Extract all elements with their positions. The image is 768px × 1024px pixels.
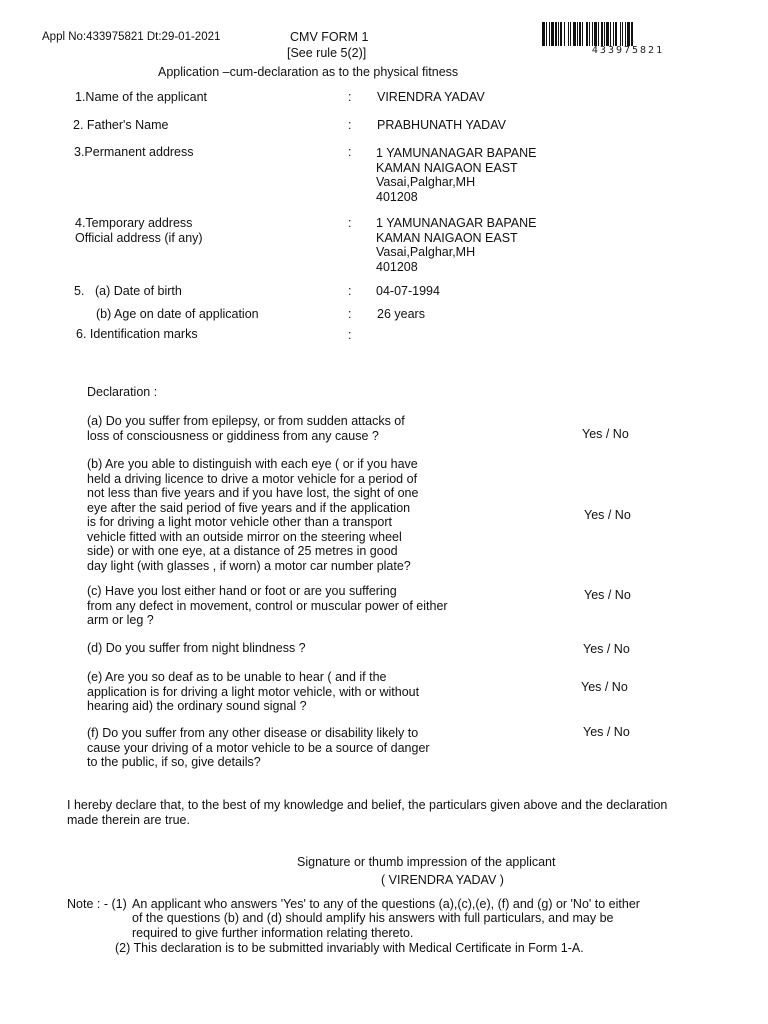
barcode-bar — [577, 22, 578, 46]
question-f — [87, 726, 430, 770]
barcode-bar — [555, 22, 557, 46]
barcode — [542, 22, 712, 46]
form-rule: [See rule 5(2)] — [287, 46, 367, 60]
note-1-line: An applicant who answers 'Yes' to any of the questions (a),(c),(e), (f) and (g) or 'No' to either — [132, 897, 640, 911]
barcode-bar — [601, 22, 603, 46]
barcode-bar — [627, 22, 630, 46]
question-a — [87, 414, 405, 443]
colon: : — [348, 118, 352, 132]
note-1-line: required to give further information relating thereto. — [132, 926, 414, 940]
form-subtitle: Application –cum-declaration as to the physical fitness — [158, 65, 459, 79]
colon: : — [348, 284, 352, 298]
question-line: (f) Do you suffer from any other disease or disability likely to — [87, 726, 419, 740]
address-line: KAMAN NAIGAON EAST — [376, 160, 518, 175]
barcode-bar — [560, 22, 562, 46]
father-label: 2. Father's Name — [73, 118, 169, 132]
colon: : — [348, 90, 352, 104]
barcode-bar — [604, 22, 605, 46]
barcode-bar — [615, 22, 617, 46]
name-label: 1.Name of the applicant — [75, 90, 208, 104]
permanent-address-label: 3.Permanent address — [74, 145, 194, 159]
question-e — [87, 670, 419, 714]
temporary-address-label — [75, 216, 203, 245]
colon: : — [348, 328, 352, 342]
application-number: Appl No:433975821 Dt:29-01-2021 — [42, 31, 221, 43]
statement-line: I hereby declare that, to the best of my knowledge and belief, the particulars given above and the declaration — [67, 798, 668, 812]
barcode-bar — [568, 22, 569, 46]
question-line: to the public, if so, give details? — [87, 755, 261, 769]
question-line: not less than five years and if you have lost, the sight of one — [87, 486, 419, 500]
question-line: cause your driving of a motor vehicle to be a source of danger — [87, 740, 430, 755]
barcode-bar — [610, 22, 611, 46]
question-line: vehicle fitted with an outside mirror on the steering wheel — [87, 529, 402, 544]
colon: : — [348, 307, 352, 321]
address-line: 1 YAMUNANAGAR BAPANE — [376, 146, 537, 160]
barcode-bar — [625, 22, 626, 46]
question-line: (d) Do you suffer from night blindness ? — [87, 641, 306, 655]
form-title: CMV FORM 1 — [290, 30, 369, 44]
address-line: 401208 — [376, 259, 418, 274]
barcode-bar — [551, 22, 554, 46]
address-line: 401208 — [376, 189, 418, 204]
age-value: 26 years — [377, 307, 425, 321]
barcode-bar — [620, 22, 621, 46]
temporary-address-value — [376, 216, 536, 274]
barcode-bar — [546, 22, 547, 46]
barcode-bar — [573, 22, 576, 46]
question-line: (a) Do you suffer from epilepsy, or from sudden attacks of — [87, 414, 405, 428]
question-line: loss of consciousness or giddiness from any cause ? — [87, 428, 379, 443]
barcode-bar — [631, 22, 633, 46]
statement-line: made therein are true. — [67, 812, 190, 827]
dob-value: 04-07-1994 — [376, 284, 440, 298]
question-line: application is for driving a light motor vehicle, with or without — [87, 684, 420, 699]
dob-label: (a) Date of birth — [95, 284, 182, 298]
barcode-bar — [558, 22, 559, 46]
official-address-label-line: Official address (if any) — [75, 230, 203, 245]
question-line: (e) Are you so deaf as to be unable to hear ( and if the — [87, 670, 387, 684]
identification-marks-label: 6. Identification marks — [76, 327, 198, 341]
question-line: (b) Are you able to distinguish with each eye ( or if you have — [87, 457, 418, 471]
address-line: Vasai,Palghar,MH — [376, 175, 476, 189]
question-line: side) or with one eye, at a distance of 25 metres in good — [87, 544, 398, 558]
name-value: VIRENDRA YADAV — [377, 90, 485, 104]
question-c — [87, 584, 448, 628]
barcode-bar — [586, 22, 588, 46]
signature-label: Signature or thumb impression of the applicant — [297, 855, 556, 869]
yes-no-option: Yes / No — [583, 725, 630, 739]
barcode-bar — [622, 22, 623, 46]
signature-name: ( VIRENDRA YADAV ) — [381, 873, 504, 887]
barcode-bar — [589, 22, 590, 46]
question-line: from any defect in movement, control or muscular power of either — [87, 598, 448, 613]
address-line: 1 YAMUNANAGAR BAPANE — [376, 216, 537, 230]
barcode-bar — [594, 22, 597, 46]
barcode-bar — [570, 22, 571, 46]
barcode-bar — [582, 22, 583, 46]
address-line: Vasai,Palghar,MH — [376, 245, 476, 259]
yes-no-option: Yes / No — [581, 680, 628, 694]
question-line: arm or leg ? — [87, 613, 154, 627]
note-prefix: Note : - (1) — [67, 897, 127, 911]
father-value: PRABHUNATH YADAV — [377, 118, 506, 132]
colon: : — [348, 216, 352, 230]
yes-no-option: Yes / No — [582, 427, 629, 441]
declaration-statement — [67, 798, 667, 827]
barcode-bar — [613, 22, 614, 46]
barcode-bar — [606, 22, 609, 46]
question-line: held a driving licence to drive a motor vehicle for a period of — [87, 471, 418, 486]
question-line: eye after the said period of five years and if the application — [87, 500, 411, 515]
temporary-address-label-line: 4.Temporary address — [75, 216, 193, 230]
question-line: (c) Have you lost either hand or foot or are you suffering — [87, 584, 397, 598]
barcode-bar — [579, 22, 581, 46]
yes-no-option: Yes / No — [584, 588, 631, 602]
age-label: (b) Age on date of application — [96, 307, 259, 321]
yes-no-option: Yes / No — [584, 508, 631, 522]
permanent-address-value — [376, 146, 536, 204]
barcode-bar — [598, 22, 599, 46]
barcode-number: 433975821 — [591, 45, 665, 56]
question-b — [87, 457, 418, 573]
declaration-heading: Declaration : — [87, 385, 158, 399]
barcode-bar — [549, 22, 550, 46]
question-d — [87, 641, 306, 656]
note-2: (2) This declaration is to be submitted invariably with Medical Certificate in Form 1-A. — [115, 941, 584, 955]
question-line: hearing aid) the ordinary sound signal ? — [87, 699, 307, 713]
dob-number: 5. — [74, 284, 85, 298]
barcode-bar — [592, 22, 593, 46]
yes-no-option: Yes / No — [583, 642, 630, 656]
colon: : — [348, 145, 352, 159]
question-line: day light (with glasses , if worn) a motor car number plate? — [87, 558, 411, 573]
address-line: KAMAN NAIGAON EAST — [376, 230, 518, 245]
barcode-bar — [564, 22, 565, 46]
barcode-bar — [542, 22, 545, 46]
question-line: is for driving a light motor vehicle other than a transport — [87, 515, 393, 529]
note-1-line: of the questions (b) and (d) should amplify his answers with full particulars, and may be — [132, 911, 614, 925]
